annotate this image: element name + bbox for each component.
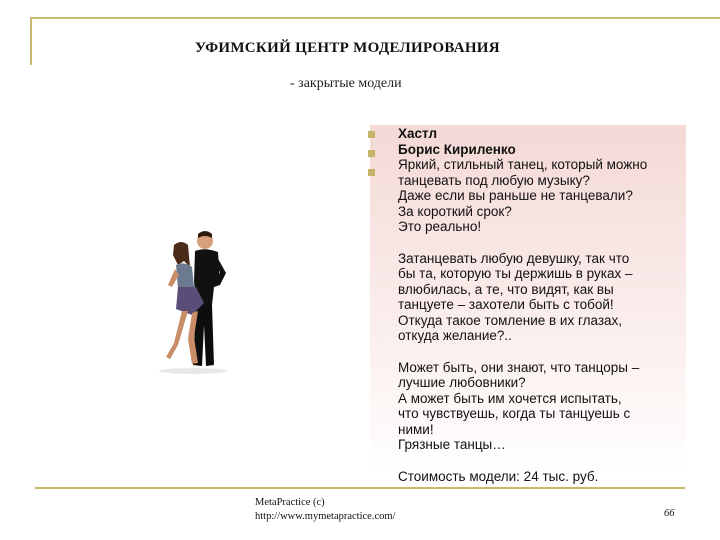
footer-url: http://www.mymetapractice.com/ [255,511,396,522]
bullet-marker [368,150,375,157]
intro-line: танцевать под любую музыку? [398,172,590,188]
paragraph-line: танцуете – захотели быть с тобой! [398,297,614,312]
top-border-line [30,17,720,19]
paragraph-line: лучшие любовники? [398,375,526,390]
paragraph-line: ними! [398,421,434,437]
intro-line: Яркий, стильный танец, который можно [398,157,648,172]
intro-line: Даже если вы раньше не танцевали? [398,188,633,203]
footer-divider [35,487,685,489]
paragraph-line: Грязные танцы… [398,437,506,452]
intro-line: За короткий срок? [398,203,512,219]
bullet-marker [368,131,375,138]
footer-company: MetaPractice (c) [255,497,325,508]
paragraph-line: что чувствуешь, когда ты танцуешь с [398,406,631,421]
slide-content [398,126,693,484]
slide-title: УФИМСКИЙ ЦЕНТР МОДЕЛИРОВАНИЯ [195,40,500,56]
bullet-marker [368,169,375,176]
slide-subtitle: - закрытые модели [290,76,402,91]
intro-line: Это реально! [398,219,482,234]
paragraph-line: Может быть, они знают, что танцоры – [398,359,640,375]
paragraph-line: откуда желание?.. [398,328,512,343]
paragraph-line: бы та, которую ты держишь в руках – [398,266,633,281]
paragraph-line: А может быть им хочется испытать, [398,390,622,406]
paragraph-line: влюбилась, а те, что видят, как вы [398,281,614,297]
instructor-name: Борис Кириленко [398,141,516,157]
left-border-line [30,17,32,65]
paragraph-line: Откуда такое томление в их глазах, [398,312,623,328]
page-number: 66 [664,508,675,519]
dancing-couple-image [148,225,248,375]
paragraph-line: Затанцевать любую девушку, так что [398,250,630,266]
price-line: Стоимость модели: 24 тыс. руб. [398,468,599,484]
dance-name: Хастл [398,126,438,141]
footer-credits [255,496,395,524]
